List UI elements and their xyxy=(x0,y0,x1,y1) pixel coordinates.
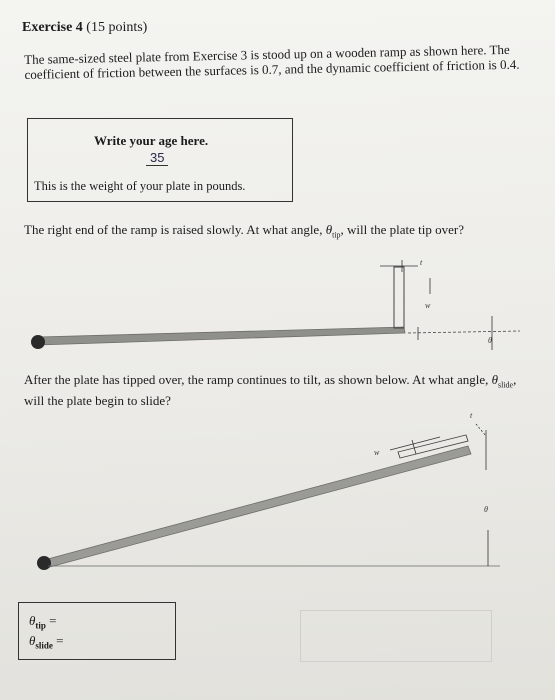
flat-w-label: w xyxy=(425,301,431,310)
age-box-title: Write your age here. xyxy=(94,133,209,148)
faint-bleed-box xyxy=(300,610,492,662)
tilted-w-label: w xyxy=(374,448,380,457)
flat-theta-label: θ xyxy=(488,336,492,345)
ramp-diagram-flat xyxy=(31,258,520,350)
flat-ramp-board xyxy=(38,327,405,345)
intro-paragraph: The same-sized steel plate from Exercise 3 is stood up on a wooden ramp as shown here. The coefficient of friction between the surfaces is 0.7, and the dynamic coefficient of friction is 0.4. xyxy=(24,41,520,82)
tilted-theta-label: θ xyxy=(484,505,488,514)
equals-sign: = xyxy=(49,613,57,628)
theta-symbol: θ xyxy=(29,613,36,628)
exercise-title: Exercise 4 xyxy=(22,20,83,35)
ramp-diagram-tilted xyxy=(37,411,500,570)
ramp-hinge-pin xyxy=(31,335,45,349)
age-value[interactable]: 35 xyxy=(146,150,168,166)
question-slide-text-end: , will the plate begin to slide? xyxy=(24,372,517,408)
answer-slide-row[interactable] xyxy=(29,633,64,651)
horizontal-reference xyxy=(408,331,520,333)
question-tip-text: The right end of the ramp is raised slowly. At what angle, xyxy=(24,222,326,237)
theta-subscript: tip xyxy=(35,620,46,631)
flat-t-label: t xyxy=(420,258,423,267)
theta-symbol: θ xyxy=(491,372,498,387)
exercise-points: (15 points) xyxy=(86,20,148,35)
tilted-ramp-board xyxy=(44,446,471,568)
steel-plate-upright xyxy=(394,267,404,328)
equals-sign: = xyxy=(56,633,64,648)
theta-subscript: tip xyxy=(332,230,341,240)
answer-box xyxy=(18,602,176,660)
question-tip-text-end: , will the plate tip over? xyxy=(340,222,465,237)
ramp-hinge-pin-2 xyxy=(37,556,51,570)
theta-symbol: θ xyxy=(29,633,36,648)
tilted-t-label: t xyxy=(470,411,473,420)
question-slide-text: After the plate has tipped over, the ramp continues to tilt, as shown below. At what angle, xyxy=(24,372,492,387)
theta-subscript: slide xyxy=(498,380,514,390)
answer-tip-row[interactable] xyxy=(29,613,57,631)
theta-subscript: slide xyxy=(35,640,53,651)
theta-symbol: θ xyxy=(325,222,333,237)
age-box-note: This is the weight of your plate in pounds. xyxy=(34,179,246,193)
